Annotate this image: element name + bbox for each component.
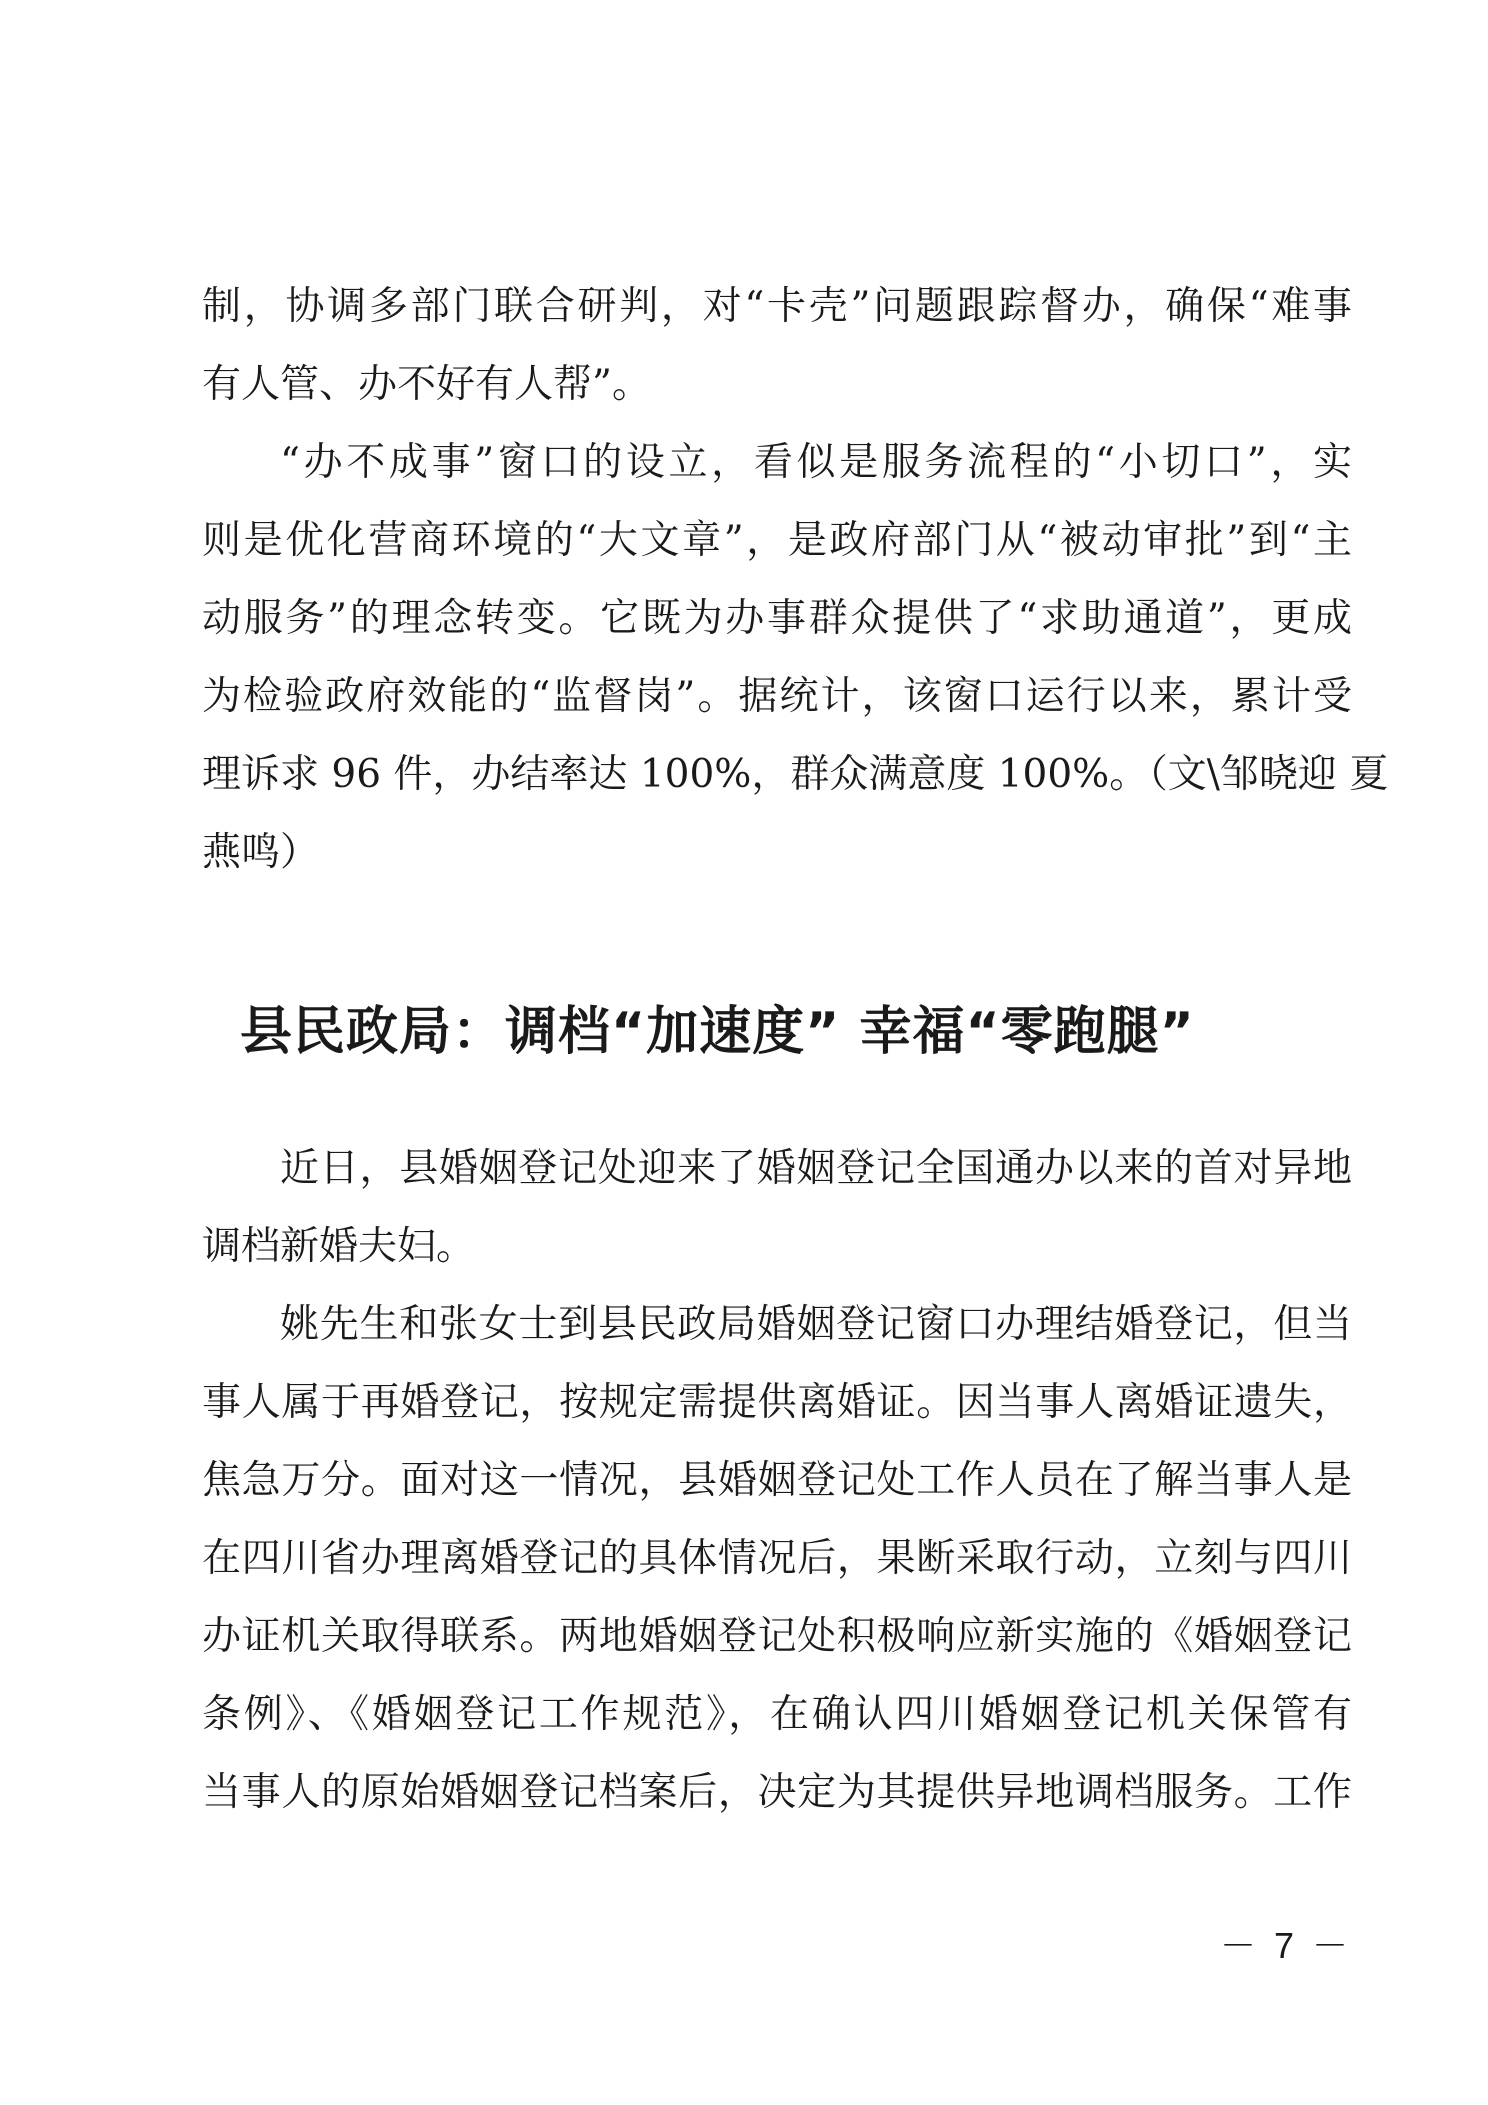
page-number: － 7 －: [1219, 1925, 1352, 1966]
paragraph-line: 理诉求 96 件，办结率达 100%，群众满意度 100%。（文\邹晓迎 夏: [202, 752, 1389, 797]
paragraph-line: 动服务”的理念转变。它既为办事群众提供了“求助通道”，更成: [202, 596, 1352, 641]
previous-article-text: [202, 268, 1389, 892]
paragraph-line: 在四川省办理离婚登记的具体情况后，果断采取行动，立刻与四川: [202, 1536, 1352, 1581]
article-body: [202, 1130, 1352, 1832]
paragraph-line: 则是优化营商环境的“大文章”，是政府部门从“被动审批”到“主: [202, 518, 1352, 563]
paragraph-line: 事人属于再婚登记，按规定需提供离婚证。因当事人离婚证遗失，: [202, 1380, 1352, 1425]
paragraph-line: 制，协调多部门联合研判，对“卡壳”问题跟踪督办，确保“难事: [202, 284, 1352, 329]
article-title: 县民政局：调档“加速度” 幸福“零跑腿”: [240, 1002, 1195, 1062]
paragraph-line: 条例》、《婚姻登记工作规范》，在确认四川婚姻登记机关保管有: [202, 1692, 1352, 1737]
paragraph-line: 为检验政府效能的“监督岗”。据统计，该窗口运行以来，累计受: [202, 674, 1352, 719]
paragraph-line: 有人管、办不好有人帮”。: [202, 362, 651, 407]
paragraph-line: 办证机关取得联系。两地婚姻登记处积极响应新实施的《婚姻登记: [202, 1614, 1352, 1659]
paragraph-line: “办不成事”窗口的设立，看似是服务流程的“小切口”，实: [280, 440, 1352, 485]
paragraph-line: 近日，县婚姻登记处迎来了婚姻登记全国通办以来的首对异地: [280, 1146, 1352, 1191]
paragraph-line: 焦急万分。面对这一情况，县婚姻登记处工作人员在了解当事人是: [202, 1458, 1352, 1503]
paragraph-line: 姚先生和张女士到县民政局婚姻登记窗口办理结婚登记，但当: [280, 1302, 1352, 1347]
paragraph-line: 当事人的原始婚姻登记档案后，决定为其提供异地调档服务。工作: [202, 1770, 1352, 1815]
paragraph-line: 燕鸣）: [202, 830, 320, 875]
paragraph-line: 调档新婚夫妇。: [202, 1224, 476, 1269]
